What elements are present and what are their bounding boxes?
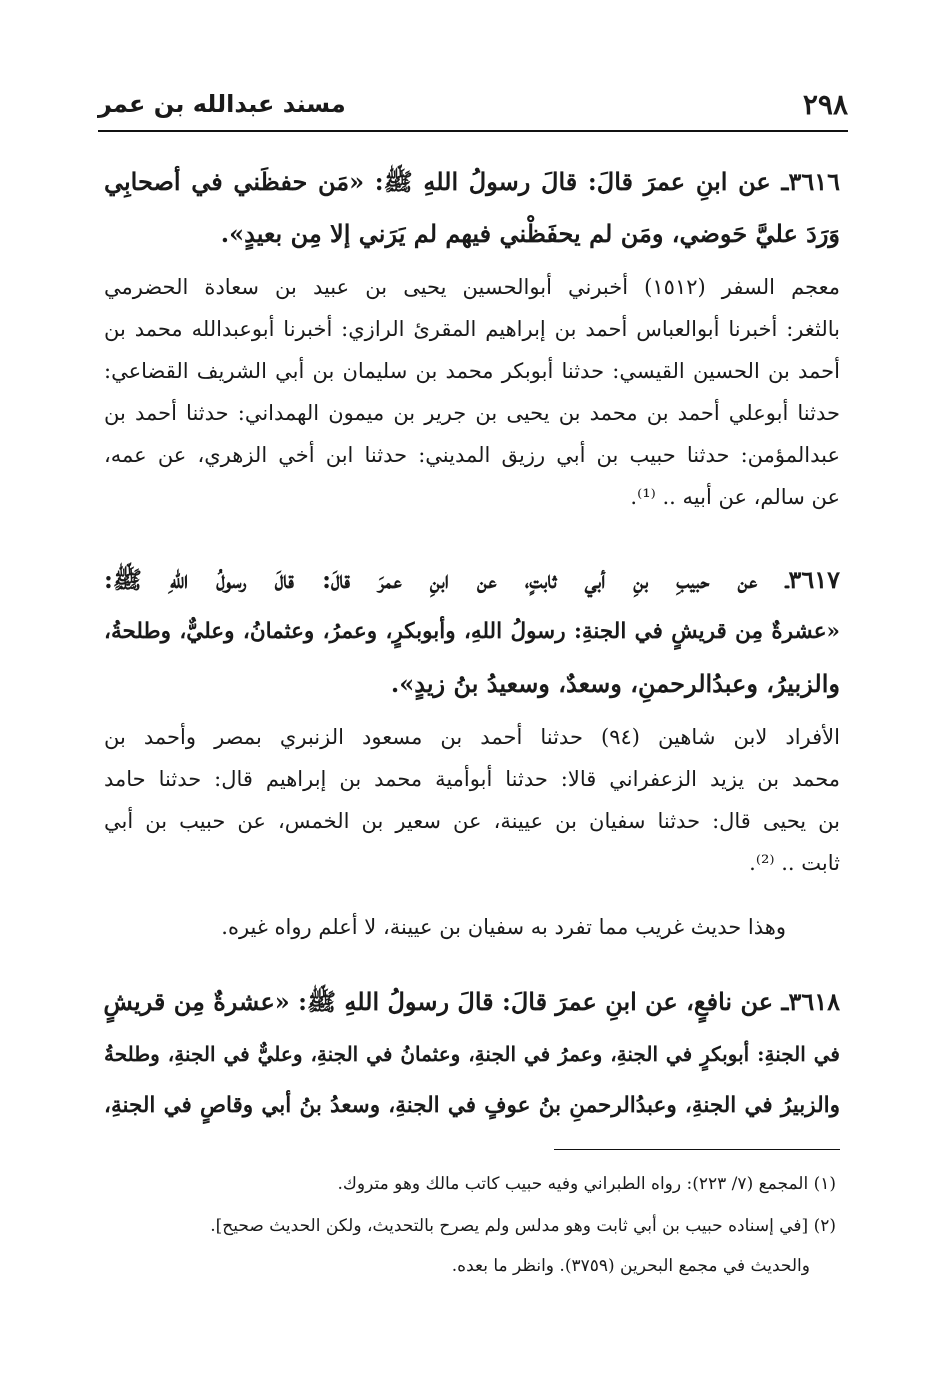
- hadith-3617-line: «عشرةٌ مِن قريشٍ في الجنةِ: رسولُ اللهِ، وأبوبكرٍ، وعمرُ، وعثمانُ، وعليٌّ، وطلحةُ،: [104, 619, 840, 644]
- source-3616-line: عن سالم، عن أبيه .. ⁽¹⁾.: [630, 485, 840, 509]
- footnote-2-continuation: والحديث في مجمع البحرين (٣٧٥٩). وانظر ما بعده.: [451, 1256, 810, 1276]
- running-title: مسند عبدالله بن عمر: [98, 90, 346, 118]
- hadith-3617-line: ٣٦١٧ـ عن حبيبِ بنِ أبي ثابتٍ، عن ابنِ عمرَ قالَ: قالَ رسولُ اللهِ ﷺ:: [104, 565, 840, 594]
- hadith-3616-line: ٣٦١٦ـ عن ابنِ عمرَ قالَ: قالَ رسولُ اللهِ ﷺ: «مَن حفظَني في أصحابِي: [104, 167, 840, 196]
- footnote-2: (٢) [في إسناده حبيب بن أبي ثابت وهو مدلس ولم يصرح بالتحديث، ولكن الحديث صحيح].: [210, 1216, 836, 1236]
- source-3616-line: عبدالمؤمن: حدثنا حبيب بن أبي رزيق المديني: حدثنا ابن أخي الزهري، عن عمه،: [104, 443, 840, 467]
- source-3617-line: بن يحيى قال: حدثنا سفيان بن عيينة، عن سعير بن الخمس، عن حبيب بن أبي: [104, 809, 840, 833]
- hadith-3618-line: في الجنةِ: أبوبكرٍ في الجنةِ، وعمرُ في الجنةِ، وعثمانُ في الجنةِ، وعليٌّ في الجنةِ، وطلحةُ: [104, 1042, 840, 1066]
- footnote-1: (١) المجمع (٧/ ٢٢٣): رواه الطبراني وفيه حبيب كاتب مالك وهو متروك.: [337, 1174, 836, 1194]
- hadith-3616-line: وَرَدَ عليَّ حَوضي، ومَن لم يحفَظْني فيهم لم يَرَني إلا مِن بعيدٍ».: [220, 219, 840, 248]
- source-3617-line: محمد بن يزيد الزعفراني قالا: حدثنا أبوأمية محمد بن إبراهيم قال: حدثنا حامد: [104, 767, 840, 791]
- source-3617-line: الأفراد لابن شاهين (٩٤) حدثنا أحمد بن مسعود الزنبري بمصر وأحمد بن: [104, 725, 840, 749]
- hadith-3618-line: والزبيرُ في الجنةِ، وعبدُالرحمنِ بنُ عوفٍ في الجنةِ، وسعدُ بنُ أبي وقاصٍ في الجنةِ،: [104, 1093, 840, 1118]
- page-header: [98, 88, 848, 128]
- source-3617-line: ثابت .. ⁽²⁾.: [749, 851, 840, 875]
- header-rule: [98, 130, 848, 132]
- hadith-3617-line: والزبيرُ، وعبدُالرحمنِ، وسعدٌ، وسعيدُ بنُ زيدٍ».: [390, 669, 840, 698]
- source-3616-line: معجم السفر (١٥١٢) أخبرني أبوالحسين يحيى بن عبيد بن سعادة الحضرمي: [104, 275, 840, 299]
- source-3616-line: بالثغر: أخبرنا أبوالعباس أحمد بن إبراهيم المقرئ الرازي: أخبرنا أبوعبدالله محمد بن: [104, 317, 840, 341]
- hadith-3618-line: ٣٦١٨ـ عن نافعٍ، عن ابنِ عمرَ قالَ: قالَ رسولُ اللهِ ﷺ: «عشرةٌ مِن قريشٍ: [103, 987, 840, 1016]
- footnote-rule: [554, 1149, 840, 1150]
- author-remark: وهذا حديث غريب مما تفرد به سفيان بن عيينة، لا أعلم رواه غيره.: [221, 915, 786, 939]
- source-3616-line: أحمد بن الحسين القيسي: حدثنا أبوبكر محمد بن سليمان بن أبي الشريف القضاعي:: [104, 359, 840, 383]
- page-number: ٢٩٨: [802, 88, 848, 121]
- source-3616-line: حدثنا أبوعلي أحمد بن محمد بن يحيى بن جرير بن ميمون الهمداني: حدثنا أحمد بن: [104, 401, 840, 425]
